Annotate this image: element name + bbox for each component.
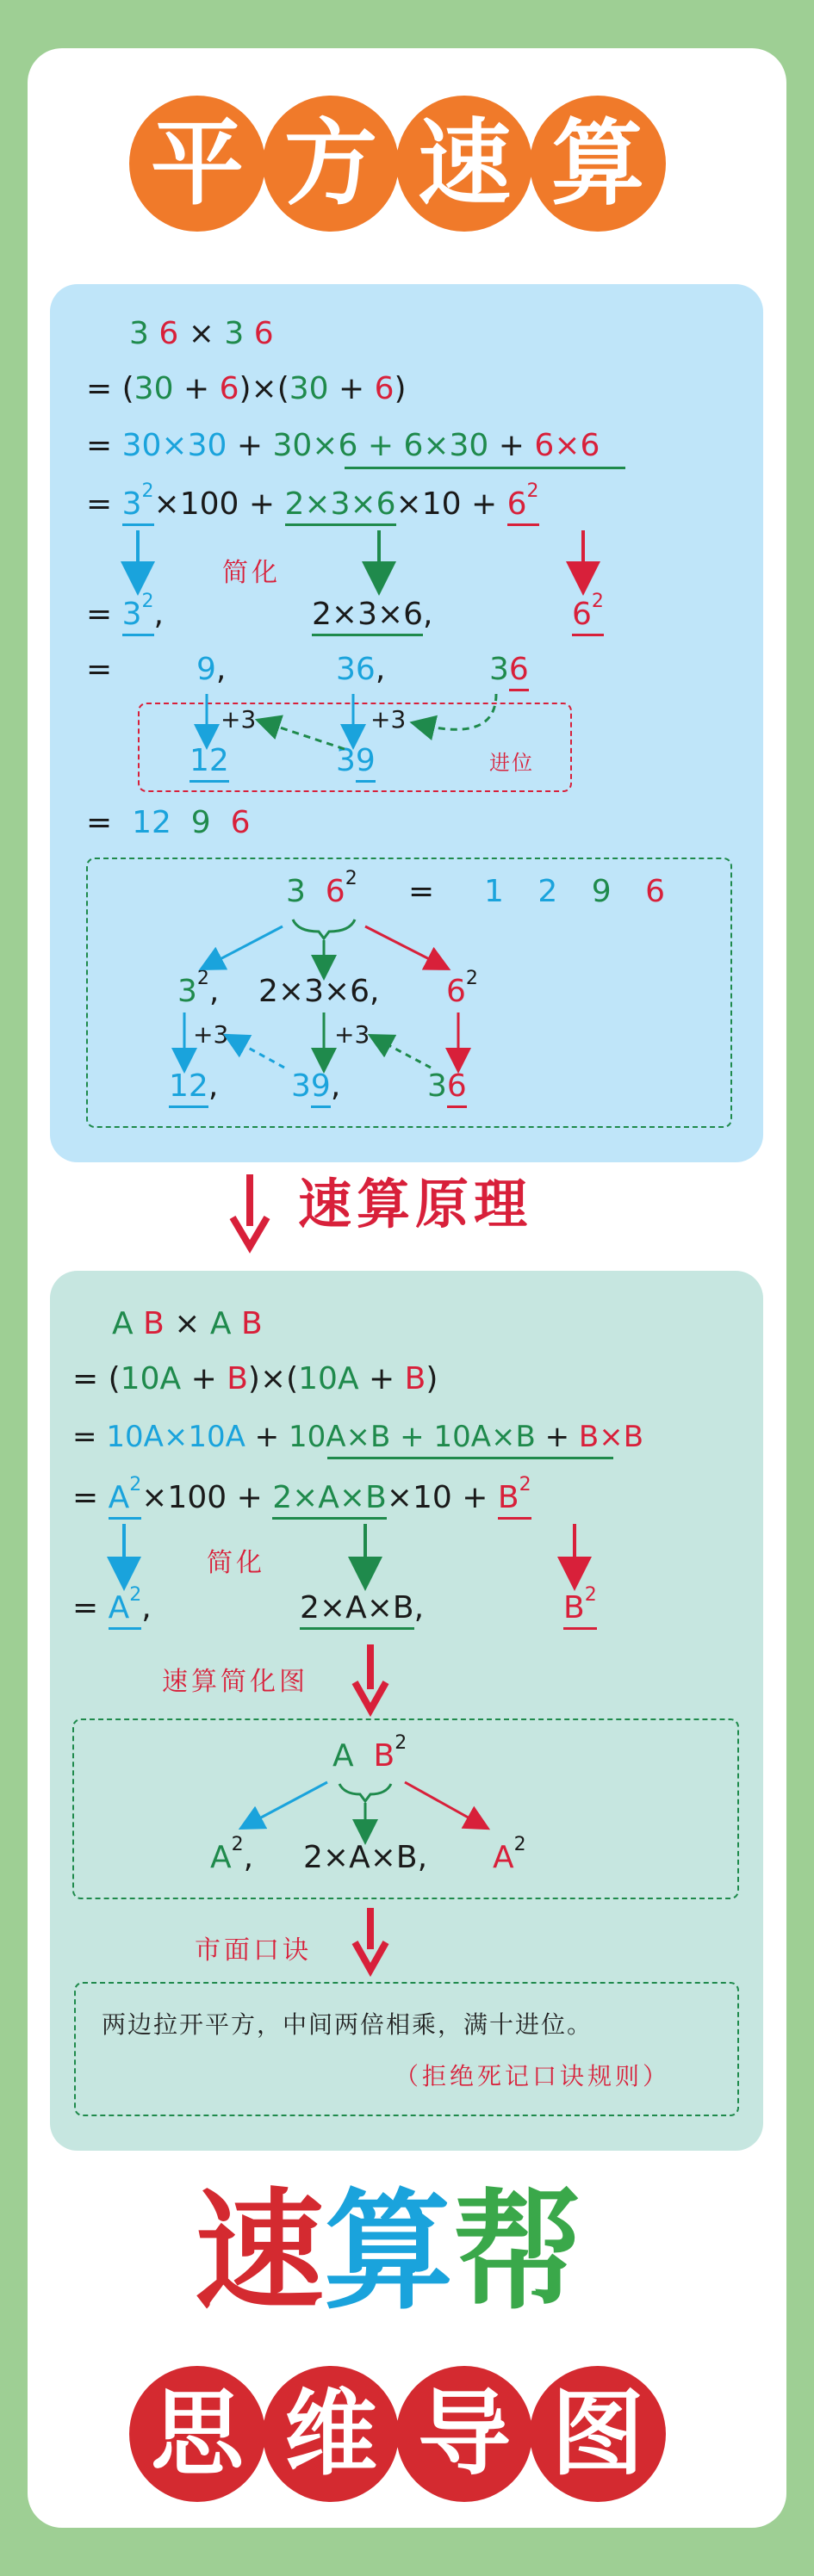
s2-l5-t1sup: 2 <box>129 1584 142 1606</box>
brand-char-1: 速 <box>195 2176 325 2327</box>
s1-mini-r3: 9 <box>591 874 624 909</box>
s1-l4-t1sup: 2 <box>141 480 154 502</box>
s1-l6-c2: , <box>375 652 386 687</box>
s2-rhyme-text: 两边拉开平方，中间两倍相乘，满十进位。 <box>102 2010 593 2039</box>
s1-mini-row1c-sup: 2 <box>465 968 478 989</box>
s2-l5-t3sup: 2 <box>584 1584 597 1606</box>
title-char-3: 速 <box>396 96 532 232</box>
s1-l4-t2: 2×3×6 <box>285 486 396 526</box>
s1-carry-res2b: 9 <box>356 743 376 783</box>
title-char-1: 平 <box>129 96 265 232</box>
s1-l1-a2: 6 <box>158 316 179 351</box>
s1-l4-t1b: ×100 <box>153 486 239 522</box>
s1-mini-row3-cb: 6 <box>447 1068 467 1108</box>
mid-label: 速算原理 <box>298 1173 533 1235</box>
s1-l2-open2: ( <box>277 371 289 406</box>
s2-l1-c: A <box>209 1306 232 1341</box>
s1-mini-brace <box>293 920 355 938</box>
s1-l3-p3: 6×30 <box>403 428 489 463</box>
s1-mini-row3a: 12, <box>169 1071 218 1102</box>
s1-mini-row3-c2: , <box>330 1068 341 1104</box>
s2-l2-open1: ( <box>108 1361 121 1396</box>
s1-carry-plus-a: +3 <box>221 705 257 734</box>
s2-l4-t2: 2×A×B <box>272 1480 387 1520</box>
s1-l6-v2a: 3 <box>336 652 356 687</box>
s1-mini-row1-c2: , <box>370 974 380 1009</box>
s2-l4-t2b: ×10 <box>386 1480 452 1515</box>
s2-l2-plus1: + <box>190 1361 217 1396</box>
s2-l1-b: B <box>143 1306 165 1341</box>
s1-mini-top-sup: 2 <box>345 868 357 889</box>
s1-l2-30a: 30 <box>134 371 174 406</box>
s2-rhyme-note: （拒绝死记口诀规则） <box>395 2062 671 2090</box>
s1-l3-eq: = <box>86 428 113 463</box>
title-char-2: 方 <box>263 96 399 232</box>
s1-mini-r1: 1 <box>484 874 516 909</box>
s2-l2-t2: B <box>227 1361 248 1396</box>
s1-carry-res1: 12 <box>190 746 229 777</box>
s1-l5-t3sup: 2 <box>591 591 604 612</box>
s2-l4-plus1: + <box>236 1480 263 1515</box>
s2-l3-p2: 10A×B <box>288 1420 391 1454</box>
s2-diag-row-asup: 2 <box>231 1834 244 1855</box>
s1-l7-d1: 12 <box>132 805 171 840</box>
s1-l3-p4: 6×6 <box>534 428 600 463</box>
footer-char-3: 导 <box>396 2366 532 2502</box>
s2-l5-t2: 2×A×B <box>300 1590 414 1630</box>
s1-simplify-label: 简化 <box>222 558 281 588</box>
s1-l1-a1: 3 <box>129 316 149 351</box>
s2-diag-row-a: $A^2$, <box>210 1834 254 1875</box>
s2-arrows <box>124 1524 575 1970</box>
s1-l2-times: × <box>251 371 277 406</box>
s2-l3-p1: 10A×10A <box>106 1420 245 1454</box>
s2-diag-c1: , <box>243 1840 254 1875</box>
s2-l2-plus2: + <box>369 1361 395 1396</box>
s1-mini-row1a-sup: 2 <box>196 968 209 989</box>
s1-l2-plus2: + <box>339 371 365 406</box>
s1-l6-v2b: 6 <box>355 652 376 687</box>
s1-carry-dash-2 <box>422 694 496 729</box>
s2-l4-t1b: ×100 <box>141 1480 227 1515</box>
s1-mini-r2: 2 <box>537 874 570 909</box>
s1-l5-c1: , <box>153 597 164 632</box>
s2-diag-row-b: 2×A×B, <box>303 1840 428 1875</box>
brand-char-3: 帮 <box>453 2176 583 2327</box>
s2-l2-open2: ( <box>286 1361 299 1396</box>
s2-l2-close2: ) <box>426 1361 438 1396</box>
s1-l2-close1: ) <box>239 371 252 406</box>
s1-mini-row1a: $3^2$, <box>177 968 220 1009</box>
s2-rhyme-label: 市面口诀 <box>195 1935 312 1966</box>
s1-l2-6b: 6 <box>374 371 395 406</box>
s2-l3-plus2: + <box>400 1420 425 1454</box>
s1-mini-plus-a: +3 <box>193 1020 229 1049</box>
s1-mini-row3-c1: , <box>208 1068 219 1104</box>
s1-l3-plus1: + <box>236 428 264 463</box>
s1-l3-p1: 30×30 <box>121 428 227 463</box>
s1-l6-v3a: 3 <box>489 652 509 687</box>
s2-diag-brace <box>339 1784 391 1801</box>
s1-mini-arrow-blue <box>210 926 283 964</box>
s1-l4-eq: = <box>86 486 113 522</box>
s1-mini-arrow-red <box>365 926 439 964</box>
footer-char-1: 思 <box>129 2366 265 2502</box>
s1-l1-b1: 3 <box>224 316 245 351</box>
s1-mini-row1c: $6^2$ <box>446 968 478 1009</box>
s1-l4-t3: $6^2$ <box>507 486 539 526</box>
s1-l2-open1: ( <box>121 371 134 406</box>
s1-l2-30b: 30 <box>289 371 329 406</box>
s1-l2-close2: ) <box>394 371 407 406</box>
s1-l7-eq: = <box>86 805 113 840</box>
s1-mini-dash-2 <box>379 1040 431 1068</box>
s2-diagram-label: 速算简化图 <box>162 1667 308 1697</box>
s2-l1-times: × <box>174 1306 201 1341</box>
s2-l2-close1: ) <box>247 1361 260 1396</box>
s2-diag-row-csup: 2 <box>513 1834 526 1855</box>
s2-l5-c2: , <box>413 1590 425 1625</box>
s2-diag-arrow-red <box>405 1782 479 1824</box>
s2-l3-plus1: + <box>254 1420 280 1454</box>
s2-l4-t1sup: 2 <box>129 1474 142 1495</box>
s2-l2-times: × <box>259 1361 287 1396</box>
s1-l2-6a: 6 <box>219 371 239 406</box>
s1-l5-t1sup: 2 <box>141 591 154 612</box>
s1-l2-eq: = <box>86 371 113 406</box>
s1-l4-plus2: + <box>470 486 498 522</box>
s2-l4-plus2: + <box>462 1480 488 1515</box>
s2-l2-t1: 10A <box>120 1361 182 1396</box>
s1-mini-top-a: 3 <box>286 874 306 909</box>
s2-diag-arrow-blue <box>250 1782 327 1824</box>
s2-l3-plus3: + <box>544 1420 570 1454</box>
s1-l7-d2: 9 <box>190 805 211 840</box>
s1-l6-c1: , <box>215 652 227 687</box>
s2-l5-t1: $A^2$ <box>109 1590 142 1630</box>
s2-diag-top-sup: 2 <box>395 1732 407 1754</box>
s2-l1-d: B <box>240 1306 263 1341</box>
s2-diag-c2: , <box>417 1840 428 1875</box>
brand-char-2: 算 <box>324 2176 454 2327</box>
s1-mini-row1-c1: , <box>208 974 220 1009</box>
s1-l4-t2b: ×10 <box>395 486 462 522</box>
s1-l6-eq: = <box>86 652 113 687</box>
s2-l3-p3: 10A×B <box>433 1420 536 1454</box>
s2-simplify-label: 简化 <box>207 1548 265 1578</box>
s2-l4-t3sup: 2 <box>519 1474 531 1495</box>
s1-l6-v3b: 6 <box>509 652 529 691</box>
s1-l3-plus2: + <box>367 428 394 463</box>
s2-l1-a: A <box>112 1306 134 1341</box>
s1-carry-label: 进位 <box>489 751 534 775</box>
s1-l7-d3: 6 <box>230 805 251 840</box>
s2-l4-eq: = <box>72 1480 99 1515</box>
s2-l2-t3: 10A <box>298 1361 359 1396</box>
s1-mini-row3-ba: 3 <box>291 1068 311 1104</box>
s2-l5-t3: $B^2$ <box>563 1590 597 1630</box>
s1-l4-t3sup: 2 <box>526 480 539 502</box>
s1-l1-b2: 6 <box>253 316 274 351</box>
s1-mini-dash-1 <box>234 1040 284 1068</box>
s1-arrows <box>138 530 583 1068</box>
s1-mini-plus-b: +3 <box>334 1020 370 1049</box>
s2-l5-c1: , <box>141 1590 152 1625</box>
s1-l1-times: × <box>188 316 214 351</box>
s1-l4-plus1: + <box>248 486 276 522</box>
mid-arrow <box>233 1174 267 1247</box>
s2-l4-t3: $B^2$ <box>498 1480 531 1520</box>
s2-l4-t1: $A^2$ <box>109 1480 142 1520</box>
s2-l3-eq: = <box>72 1420 97 1454</box>
s1-l4-t1: $3^2$ <box>122 486 154 526</box>
s2-l3-p4: B×B <box>578 1420 644 1454</box>
s1-l5-t1: $3^2$ <box>122 597 154 636</box>
s2-diag-top-a: A <box>332 1738 354 1774</box>
footer-char-2: 维 <box>263 2366 399 2502</box>
s1-l3-p2: 30×6 <box>272 428 358 463</box>
s1-l6-v1: 9 <box>196 652 216 687</box>
s1-mini-row3-ca: 3 <box>427 1068 447 1104</box>
s1-l3-plus3: + <box>498 428 525 463</box>
s1-mini-r4: 6 <box>645 874 677 909</box>
s1-carry-dash-1 <box>267 723 345 749</box>
s1-mini-top-b: 6 <box>325 874 345 909</box>
s1-carry-res2a: 3 <box>336 743 356 778</box>
s2-diag-top-b: B <box>373 1738 395 1774</box>
footer-char-4: 图 <box>530 2366 666 2502</box>
s1-l5-t2: 2×3×6 <box>312 597 423 636</box>
s2-l2-t4: B <box>404 1361 426 1396</box>
title-char-4: 算 <box>530 96 666 232</box>
s2-diag-row-c: $A^2$ <box>493 1834 526 1875</box>
s1-mini-row1b: 2×3×6, <box>258 974 380 1009</box>
s1-l5-eq: = <box>86 597 113 632</box>
s1-carry-plus-b: +3 <box>370 705 407 734</box>
s1-mini-eq: = <box>408 874 435 909</box>
s1-l2-plus1: + <box>183 371 210 406</box>
s1-l5-t3: $6^2$ <box>572 597 604 636</box>
s2-l5-eq: = <box>72 1590 99 1625</box>
s1-mini-row3-bb: 9 <box>311 1068 331 1108</box>
s2-l2-eq: = <box>72 1361 99 1396</box>
s1-l5-c2: , <box>423 597 433 632</box>
